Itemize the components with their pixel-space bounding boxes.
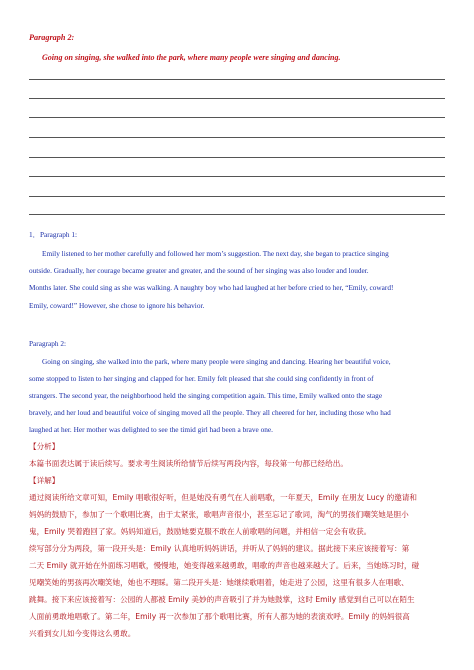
paragraph-2-title: Paragraph 2: <box>29 33 75 42</box>
answer-p1-line: outside. Gradually, her courage became greater and greater, and the sound of her singing was also louder and louder. <box>29 266 369 275</box>
writing-line <box>29 157 445 158</box>
writing-line <box>29 117 445 118</box>
answer-p2-heading: Paragraph 2: <box>29 339 67 348</box>
detail-line: 通过阅读所给文章可知，Emily 唱歌很好听，但是她没有勇气在人前唱歌，一年夏天，Emily 在朋友 Lucy 的邀请和 <box>29 493 417 502</box>
paragraph-2-prompt: Going on singing, she walked into the park, where many people were singing and dancing. <box>42 53 341 62</box>
analysis-tag: 【分析】 <box>29 442 60 451</box>
detail-line: 兴看到女儿如今变得这么勇敢。 <box>29 629 136 638</box>
detail-line: 二天 Emily 就开始在外面练习唱歌，慢慢地，她变得越来越勇敢，唱歌的声音也越来越大了。后来，当她练习时，碰 <box>29 561 420 570</box>
detail-line: 鬼，Emily 哭着跑回了家。妈妈知道后，鼓励她要克服不敢在人前歌唱的问题，并相信一定会有收获。 <box>29 527 372 536</box>
answer-p2-line: Going on singing, she walked into the park, where many people were singing and dancing. Hearing her beautiful voice, <box>42 357 391 366</box>
detail-line: 跳舞。接下来应该接着写：公园的人都被 Emily 美妙的声音吸引了并为她鼓掌，这时 Emily 感觉到自己可以在陌生 <box>29 595 415 604</box>
writing-line <box>29 196 445 197</box>
answer-p2-line: laughed at her. Her mother was delighted to see the timid girl had been a brave one. <box>29 425 273 434</box>
detail-tag: 【详解】 <box>29 476 60 485</box>
detail-line: 人面前勇敢地唱歌了。第二年，Emily 再一次参加了那个歌唱比赛，所有人都为她的表演欢呼。Emily 的妈妈很高 <box>29 612 410 621</box>
writing-line <box>29 137 445 138</box>
analysis-text: 本篇书面表达属于读后续写。要求考生阅读所给情节后续写两段内容，每段第一句都已经给出。 <box>29 459 348 468</box>
answer-heading: 1．Paragraph 1: <box>29 230 78 239</box>
answer-p2-line: some stopped to listen to her singing and clapped for her. Emily felt pleased that she could sing confidently in front of <box>29 374 374 383</box>
writing-line <box>29 176 445 177</box>
answer-p1-line: Months later. She could sing as she was walking. A naughty boy who had laughed at her before cried to her, “Emily, coward! <box>29 283 394 292</box>
writing-line <box>29 98 445 99</box>
answer-p1-line: Emily, coward!” However, she chose to ignore his behavior. <box>29 301 205 310</box>
writing-line <box>29 214 445 215</box>
answer-p2-line: bravely, and her loud and beautiful voice of singing moved all the people. They all cheered for her, including those who had <box>29 408 391 417</box>
detail-line: 见嘲笑她的男孩再次嘲笑她，她也不理睬。第二段开头是：她继续歌唱着，她走进了公园，这里有很多人在唱歌、 <box>29 578 409 587</box>
answer-p2-line: strangers. The second year, the neighborhood held the singing competition again. This time, Emily walked onto the stage <box>29 391 383 400</box>
detail-line: 妈妈的鼓励下，参加了一个歌唱比赛，由于太紧张，歌唱声音很小，甚至忘记了歌词，淘气的男孩们嘲笑她是胆小 <box>29 510 409 519</box>
writing-line <box>29 79 445 80</box>
detail-line: 续写部分分为两段，第一段开头是：Emily 认真地听妈妈讲话，并听从了妈妈的建议。据此接下来应该接着写：第 <box>29 544 410 553</box>
answer-p1-line: Emily listened to her mother carefully and followed her mom’s suggestion. The next day, she began to practice singing <box>42 249 389 258</box>
